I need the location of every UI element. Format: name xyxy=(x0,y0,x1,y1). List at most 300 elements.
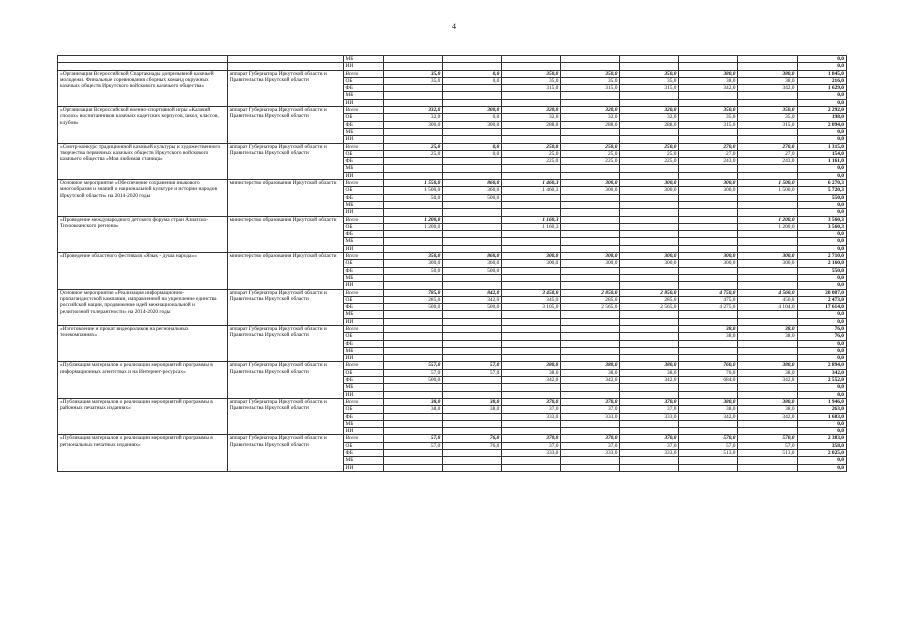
year-value-cell xyxy=(384,450,443,457)
table-body xyxy=(58,56,847,472)
total-value-cell: 2 710,0 xyxy=(797,253,846,260)
year-value-cell xyxy=(738,56,797,63)
year-value-cell: 2 565,0 xyxy=(561,304,620,311)
year-value-cell: 38,0 xyxy=(738,333,797,340)
total-value-cell: 5 720,3 xyxy=(797,187,846,194)
funding-source-cell: Всего xyxy=(343,216,384,223)
funding-source-cell: Всего xyxy=(343,180,384,187)
year-value-cell xyxy=(679,172,738,179)
year-value-cell: 760,0 xyxy=(679,362,738,369)
year-value-cell xyxy=(738,420,797,427)
year-value-cell xyxy=(443,136,502,143)
year-value-cell xyxy=(384,172,443,179)
year-value-cell: 37,0 xyxy=(502,442,561,449)
total-value-cell: 2 473,0 xyxy=(797,296,846,303)
year-value-cell xyxy=(384,428,443,435)
total-value-cell: 0,0 xyxy=(797,99,846,106)
year-value-cell xyxy=(679,340,738,347)
year-value-cell: 300,0 xyxy=(679,187,738,194)
year-value-cell xyxy=(561,318,620,325)
year-value-cell: 456,0 xyxy=(738,296,797,303)
table-row xyxy=(58,362,847,369)
year-value-cell xyxy=(620,165,679,172)
year-value-cell: 300,0 xyxy=(502,253,561,260)
year-value-cell: 250,0 xyxy=(502,143,561,150)
year-value-cell: 57,0 xyxy=(443,369,502,376)
year-value-cell xyxy=(620,420,679,427)
year-value-cell: 300,0 xyxy=(502,260,561,267)
year-value-cell: 332,0 xyxy=(384,107,443,114)
year-value-cell xyxy=(502,355,561,362)
year-value-cell xyxy=(502,333,561,340)
year-value-cell xyxy=(679,457,738,464)
year-value-cell xyxy=(679,391,738,398)
total-value-cell: 20 087,0 xyxy=(797,289,846,296)
year-value-cell xyxy=(443,231,502,238)
year-value-cell xyxy=(384,413,443,420)
year-value-cell xyxy=(620,216,679,223)
total-value-cell: 1 315,0 xyxy=(797,143,846,150)
year-value-cell xyxy=(561,325,620,332)
total-value-cell: 2 094,0 xyxy=(797,121,846,128)
year-value-cell: 25,0 xyxy=(620,150,679,157)
year-value-cell xyxy=(620,457,679,464)
funding-source-cell: ОБ xyxy=(343,223,384,230)
executor-cell xyxy=(227,63,343,70)
year-value-cell xyxy=(738,209,797,216)
funding-source-cell: ОБ xyxy=(343,442,384,449)
year-value-cell xyxy=(561,216,620,223)
year-value-cell xyxy=(502,194,561,201)
year-value-cell: 300,0 xyxy=(561,260,620,267)
year-value-cell xyxy=(679,92,738,99)
year-value-cell xyxy=(679,63,738,70)
year-value-cell xyxy=(620,311,679,318)
year-value-cell: 37,0 xyxy=(502,406,561,413)
year-value-cell xyxy=(620,172,679,179)
total-value-cell: 0,0 xyxy=(797,457,846,464)
year-value-cell xyxy=(502,282,561,289)
year-value-cell: 570,0 xyxy=(679,435,738,442)
year-value-cell: 25,0 xyxy=(561,150,620,157)
year-value-cell xyxy=(384,209,443,216)
year-value-cell: 350,0 xyxy=(738,107,797,114)
year-value-cell xyxy=(443,85,502,92)
year-value-cell: 380,0 xyxy=(738,70,797,77)
year-value-cell xyxy=(443,282,502,289)
year-value-cell: 50,0 xyxy=(384,267,443,274)
year-value-cell xyxy=(620,56,679,63)
total-value-cell: 342,0 xyxy=(797,369,846,376)
year-value-cell xyxy=(679,428,738,435)
year-value-cell: 35,0 xyxy=(738,114,797,121)
table-row xyxy=(58,435,847,442)
year-value-cell xyxy=(738,238,797,245)
year-value-cell xyxy=(738,92,797,99)
year-value-cell xyxy=(384,128,443,135)
year-value-cell: 860,0 xyxy=(443,180,502,187)
total-value-cell: 0,0 xyxy=(797,420,846,427)
total-value-cell: 0,0 xyxy=(797,355,846,362)
year-value-cell xyxy=(384,282,443,289)
year-value-cell: 76,0 xyxy=(443,442,502,449)
year-value-cell: 2 850,0 xyxy=(561,289,620,296)
year-value-cell xyxy=(443,347,502,354)
executor-cell: аппарат Губернатора Иркутской области и Правительства Иркутской области xyxy=(227,289,343,325)
event-name-cell: «Организация Всероссийской Спартакиады допризывной казачьей молодежи. Финальные соревнования сборных команд окружных казачьих обществ Иркутского войскового казачьего общества» xyxy=(58,70,228,106)
year-value-cell xyxy=(561,128,620,135)
year-value-cell xyxy=(443,158,502,165)
year-value-cell: 57,0 xyxy=(738,442,797,449)
year-value-cell: 76,0 xyxy=(679,369,738,376)
total-value-cell: 0,0 xyxy=(797,464,846,471)
year-value-cell: 37,0 xyxy=(561,406,620,413)
year-value-cell xyxy=(679,223,738,230)
year-value-cell: 32,0 xyxy=(620,114,679,121)
year-value-cell: 243,0 xyxy=(738,158,797,165)
year-value-cell: 25,0 xyxy=(384,150,443,157)
total-value-cell: 0,0 xyxy=(797,282,846,289)
year-value-cell xyxy=(502,99,561,106)
total-value-cell: 0,0 xyxy=(797,92,846,99)
total-value-cell: 0,0 xyxy=(797,318,846,325)
year-value-cell: 370,0 xyxy=(561,398,620,405)
year-value-cell: 380,0 xyxy=(502,362,561,369)
year-value-cell: 370,0 xyxy=(620,435,679,442)
year-value-cell: 333,0 xyxy=(620,450,679,457)
year-value-cell xyxy=(443,99,502,106)
year-value-cell: 38,0 xyxy=(738,406,797,413)
total-value-cell: 0,0 xyxy=(797,245,846,252)
table-row xyxy=(58,70,847,77)
year-value-cell: 500,0 xyxy=(384,304,443,311)
year-value-cell xyxy=(443,63,502,70)
funding-source-cell: ФБ xyxy=(343,158,384,165)
funding-source-cell: ИИ xyxy=(343,464,384,471)
year-value-cell: 38,0 xyxy=(679,325,738,332)
financing-table xyxy=(57,55,847,472)
year-value-cell xyxy=(443,457,502,464)
event-name-cell xyxy=(58,56,228,63)
year-value-cell: 285,0 xyxy=(620,296,679,303)
year-value-cell: 342,0 xyxy=(561,377,620,384)
year-value-cell xyxy=(561,209,620,216)
year-value-cell xyxy=(384,63,443,70)
year-value-cell xyxy=(384,355,443,362)
year-value-cell: 380,0 xyxy=(561,362,620,369)
year-value-cell xyxy=(443,216,502,223)
year-value-cell xyxy=(502,201,561,208)
year-value-cell: 285,0 xyxy=(384,296,443,303)
year-value-cell: 370,0 xyxy=(502,398,561,405)
funding-source-cell: Всего xyxy=(343,289,384,296)
table-row xyxy=(58,253,847,260)
funding-source-cell: ОБ xyxy=(343,333,384,340)
total-value-cell: 1 946,0 xyxy=(797,398,846,405)
funding-source-cell: ФБ xyxy=(343,85,384,92)
funding-source-cell: МБ xyxy=(343,56,384,63)
funding-source-cell: ИИ xyxy=(343,428,384,435)
funding-source-cell: ИИ xyxy=(343,355,384,362)
year-value-cell xyxy=(738,428,797,435)
year-value-cell xyxy=(443,209,502,216)
total-value-cell: 2 292,0 xyxy=(797,107,846,114)
funding-source-cell: ОБ xyxy=(343,369,384,376)
year-value-cell: 350,0 xyxy=(620,70,679,77)
year-value-cell xyxy=(561,231,620,238)
year-value-cell: 333,0 xyxy=(620,413,679,420)
year-value-cell: 380,0 xyxy=(738,398,797,405)
year-value-cell xyxy=(620,209,679,216)
year-value-cell: 3 450,0 xyxy=(502,289,561,296)
event-name-cell: «Смотр-конкурс традиционной казачьей культуры и художественного творчества первичных казачьих обществ Иркутского войскового казачьего общества «Моя любимая станица» xyxy=(58,143,228,179)
year-value-cell xyxy=(502,311,561,318)
year-value-cell xyxy=(443,391,502,398)
year-value-cell: 1 500,0 xyxy=(738,187,797,194)
year-value-cell: 225,0 xyxy=(502,158,561,165)
year-value-cell xyxy=(443,355,502,362)
year-value-cell xyxy=(620,428,679,435)
year-value-cell xyxy=(679,209,738,216)
year-value-cell xyxy=(738,384,797,391)
year-value-cell xyxy=(384,325,443,332)
total-value-cell: 0,0 xyxy=(797,231,846,238)
year-value-cell: 32,0 xyxy=(502,114,561,121)
year-value-cell xyxy=(679,384,738,391)
year-value-cell: 300,0 xyxy=(738,260,797,267)
year-value-cell: 38,0 xyxy=(443,398,502,405)
year-value-cell xyxy=(561,223,620,230)
executor-cell: министерство образования Иркутской области xyxy=(227,216,343,252)
year-value-cell xyxy=(384,333,443,340)
year-value-cell: 2 850,0 xyxy=(620,289,679,296)
year-value-cell xyxy=(620,245,679,252)
total-value-cell: 76,0 xyxy=(797,325,846,332)
year-value-cell: 300,0 xyxy=(620,253,679,260)
total-value-cell: 550,0 xyxy=(797,194,846,201)
year-value-cell: 32,0 xyxy=(384,114,443,121)
total-value-cell: 2 552,0 xyxy=(797,377,846,384)
year-value-cell: 1 500,0 xyxy=(738,180,797,187)
year-value-cell: 300,0 xyxy=(679,260,738,267)
year-value-cell: 38,0 xyxy=(679,333,738,340)
year-value-cell xyxy=(502,56,561,63)
total-value-cell: 0,0 xyxy=(797,136,846,143)
year-value-cell xyxy=(620,92,679,99)
year-value-cell: 300,0 xyxy=(561,180,620,187)
year-value-cell: 38,0 xyxy=(561,369,620,376)
year-value-cell xyxy=(443,172,502,179)
year-value-cell: 250,0 xyxy=(620,143,679,150)
year-value-cell xyxy=(738,63,797,70)
executor-cell: аппарат Губернатора Иркутской области и Правительства Иркутской области xyxy=(227,143,343,179)
year-value-cell xyxy=(384,340,443,347)
year-value-cell xyxy=(502,318,561,325)
year-value-cell: 25,0 xyxy=(502,150,561,157)
funding-source-cell: Всего xyxy=(343,325,384,332)
year-value-cell xyxy=(561,63,620,70)
year-value-cell xyxy=(561,457,620,464)
year-value-cell xyxy=(443,56,502,63)
funding-source-cell: ИИ xyxy=(343,63,384,70)
total-value-cell: 0,0 xyxy=(797,428,846,435)
funding-source-cell: Всего xyxy=(343,398,384,405)
year-value-cell xyxy=(384,274,443,281)
year-value-cell xyxy=(620,318,679,325)
year-value-cell: 380,0 xyxy=(679,70,738,77)
year-value-cell: 380,0 xyxy=(738,362,797,369)
year-value-cell xyxy=(443,92,502,99)
event-name-cell xyxy=(58,63,228,70)
total-value-cell: 1 683,0 xyxy=(797,413,846,420)
year-value-cell xyxy=(384,420,443,427)
total-value-cell: 0,0 xyxy=(797,63,846,70)
year-value-cell xyxy=(620,194,679,201)
year-value-cell xyxy=(502,391,561,398)
year-value-cell: 300,0 xyxy=(443,107,502,114)
year-value-cell: 38,0 xyxy=(443,406,502,413)
year-value-cell: 27,0 xyxy=(679,150,738,157)
year-value-cell: 300,0 xyxy=(561,253,620,260)
year-value-cell: 35,0 xyxy=(502,77,561,84)
year-value-cell: 557,0 xyxy=(384,362,443,369)
year-value-cell: 342,0 xyxy=(502,377,561,384)
year-value-cell xyxy=(738,201,797,208)
year-value-cell xyxy=(620,128,679,135)
funding-source-cell: МБ xyxy=(343,165,384,172)
year-value-cell xyxy=(443,165,502,172)
year-value-cell xyxy=(620,355,679,362)
funding-source-cell: ИИ xyxy=(343,172,384,179)
funding-source-cell: ОБ xyxy=(343,296,384,303)
funding-source-cell: ИИ xyxy=(343,391,384,398)
total-value-cell: 0,0 xyxy=(797,201,846,208)
funding-source-cell: Всего xyxy=(343,435,384,442)
year-value-cell: 380,0 xyxy=(620,362,679,369)
year-value-cell xyxy=(384,136,443,143)
year-value-cell xyxy=(561,384,620,391)
year-value-cell xyxy=(679,231,738,238)
funding-source-cell: МБ xyxy=(343,274,384,281)
year-value-cell xyxy=(679,311,738,318)
year-value-cell xyxy=(620,99,679,106)
year-value-cell: 1 200,0 xyxy=(384,223,443,230)
year-value-cell: 25,0 xyxy=(384,143,443,150)
year-value-cell xyxy=(384,238,443,245)
year-value-cell xyxy=(620,238,679,245)
funding-source-cell: ИИ xyxy=(343,245,384,252)
year-value-cell xyxy=(502,209,561,216)
year-value-cell: 270,0 xyxy=(679,143,738,150)
total-value-cell: 0,0 xyxy=(797,340,846,347)
funding-source-cell: ИИ xyxy=(343,282,384,289)
year-value-cell: 27,0 xyxy=(738,150,797,157)
year-value-cell xyxy=(679,165,738,172)
year-value-cell: 342,0 xyxy=(620,377,679,384)
year-value-cell xyxy=(679,420,738,427)
year-value-cell xyxy=(679,318,738,325)
year-value-cell xyxy=(738,245,797,252)
year-value-cell xyxy=(384,231,443,238)
year-value-cell xyxy=(384,165,443,172)
year-value-cell: 333,0 xyxy=(502,413,561,420)
year-value-cell: 350,0 xyxy=(384,253,443,260)
year-value-cell: 1 460,3 xyxy=(502,180,561,187)
year-value-cell: 4 560,0 xyxy=(738,289,797,296)
total-value-cell: 0,0 xyxy=(797,209,846,216)
year-value-cell xyxy=(502,384,561,391)
year-value-cell xyxy=(443,428,502,435)
year-value-cell: 342,0 xyxy=(443,296,502,303)
funding-source-cell: ИИ xyxy=(343,136,384,143)
funding-source-cell: ИИ xyxy=(343,99,384,106)
year-value-cell: 1 550,0 xyxy=(384,180,443,187)
year-value-cell: 0,0 xyxy=(443,77,502,84)
year-value-cell xyxy=(738,172,797,179)
total-value-cell: 154,0 xyxy=(797,150,846,157)
year-value-cell xyxy=(738,391,797,398)
year-value-cell: 37,0 xyxy=(620,406,679,413)
year-value-cell xyxy=(738,274,797,281)
year-value-cell: 300,0 xyxy=(620,187,679,194)
year-value-cell: 0,0 xyxy=(443,70,502,77)
year-value-cell xyxy=(620,391,679,398)
year-value-cell: 4 750,0 xyxy=(679,289,738,296)
funding-source-cell: ФБ xyxy=(343,340,384,347)
year-value-cell xyxy=(443,340,502,347)
year-value-cell xyxy=(384,457,443,464)
year-value-cell xyxy=(443,201,502,208)
total-value-cell: 76,0 xyxy=(797,333,846,340)
year-value-cell: 35,0 xyxy=(384,70,443,77)
year-value-cell: 370,0 xyxy=(620,398,679,405)
year-value-cell: 342,0 xyxy=(738,85,797,92)
year-value-cell: 285,0 xyxy=(561,296,620,303)
year-value-cell xyxy=(561,311,620,318)
total-value-cell: 0,0 xyxy=(797,56,846,63)
funding-source-cell: ФБ xyxy=(343,194,384,201)
year-value-cell xyxy=(384,311,443,318)
funding-source-cell: ФБ xyxy=(343,450,384,457)
year-value-cell: 35,0 xyxy=(679,114,738,121)
year-value-cell xyxy=(620,384,679,391)
total-value-cell: 0,0 xyxy=(797,128,846,135)
year-value-cell xyxy=(561,347,620,354)
event-name-cell: Основное мероприятие «Обеспечение сохранения языкового многообразия и знаний о национальной культуре и истории народов Иркутской области» на 2014-2020 годы xyxy=(58,180,228,216)
total-value-cell: 2 025,0 xyxy=(797,450,846,457)
year-value-cell xyxy=(561,464,620,471)
year-value-cell: 0,0 xyxy=(443,114,502,121)
year-value-cell xyxy=(679,216,738,223)
executor-cell: аппарат Губернатора Иркутской области и Правительства Иркутской области xyxy=(227,398,343,434)
year-value-cell: 342,0 xyxy=(679,413,738,420)
year-value-cell: 570,0 xyxy=(738,435,797,442)
funding-source-cell: ИИ xyxy=(343,318,384,325)
year-value-cell xyxy=(502,325,561,332)
year-value-cell xyxy=(502,457,561,464)
year-value-cell: 1 200,0 xyxy=(384,216,443,223)
year-value-cell: 300,0 xyxy=(620,180,679,187)
year-value-cell: 57,0 xyxy=(384,369,443,376)
executor-cell: аппарат Губернатора Иркутской области и Правительства Иркутской области xyxy=(227,435,343,471)
year-value-cell xyxy=(443,238,502,245)
total-value-cell: 0,0 xyxy=(797,238,846,245)
year-value-cell xyxy=(384,391,443,398)
year-value-cell: 288,0 xyxy=(620,121,679,128)
year-value-cell xyxy=(561,355,620,362)
year-value-cell xyxy=(443,128,502,135)
year-value-cell xyxy=(384,158,443,165)
